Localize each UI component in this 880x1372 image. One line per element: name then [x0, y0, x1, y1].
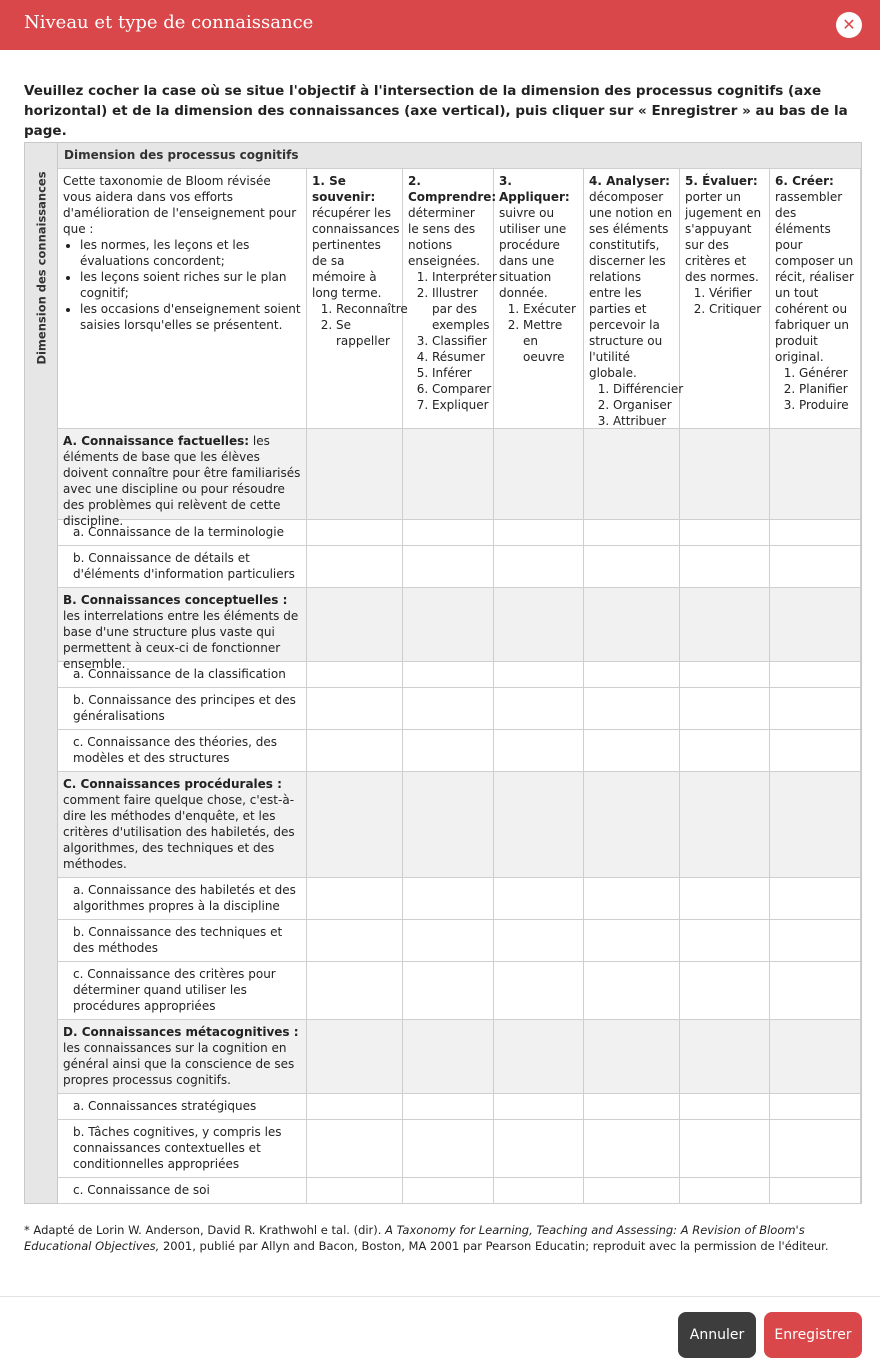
process-column-title: 6. Créer: — [775, 174, 834, 188]
matrix-cell[interactable] — [494, 662, 584, 688]
process-subskill: 2. Se rappeller — [336, 317, 397, 349]
knowledge-subtype-cell — [58, 962, 307, 1020]
matrix-cell — [307, 588, 403, 662]
process-column-header — [403, 169, 497, 429]
matrix-cell[interactable] — [307, 878, 403, 920]
process-subskill: 1. Générer — [799, 365, 855, 381]
matrix-cell — [680, 1020, 770, 1094]
matrix-cell[interactable] — [494, 546, 584, 588]
matrix-cell[interactable] — [680, 1120, 770, 1178]
process-subskill: 2. Critiquer — [709, 301, 764, 317]
footnote-prefix: * Adapté de Lorin W. Anderson, David R. Krathwohl e tal. (dir). — [24, 1223, 386, 1237]
matrix-cell[interactable] — [584, 1120, 680, 1178]
process-subskill: 6. Comparer — [432, 381, 488, 397]
knowledge-subtype-cell — [58, 878, 307, 920]
matrix-cell[interactable] — [494, 1094, 584, 1120]
matrix-cell[interactable] — [584, 1094, 680, 1120]
process-column-header — [307, 169, 408, 429]
taxonomy-intro-bullet: • les normes, les leçons et les évaluations concordent; — [80, 237, 301, 269]
knowledge-subtype-cell — [58, 546, 307, 588]
matrix-cell — [403, 772, 494, 878]
matrix-cell — [584, 429, 680, 520]
matrix-cell[interactable] — [307, 962, 403, 1020]
knowledge-subtype-cell — [58, 1178, 307, 1204]
matrix-cell[interactable] — [680, 1178, 770, 1204]
process-column-title: 2. Comprendre: — [408, 174, 497, 204]
process-subskill: 1. Exécuter — [523, 301, 578, 317]
knowledge-subtype-label: b. Tâches cognitives, y compris les connaissances contextuelles et conditionnelles appropriées — [73, 1125, 282, 1171]
matrix-cell[interactable] — [770, 878, 861, 920]
taxonomy-intro-list — [63, 237, 301, 333]
matrix-cell[interactable] — [494, 730, 584, 772]
knowledge-category-cell — [58, 429, 307, 528]
knowledge-subtype-label: a. Connaissance de la classification — [73, 667, 286, 681]
matrix-cell[interactable] — [403, 878, 494, 920]
matrix-cell[interactable] — [770, 688, 861, 730]
matrix-cell[interactable] — [307, 520, 403, 546]
matrix-cell — [494, 429, 584, 520]
dialog-header — [0, 0, 880, 50]
matrix-cell[interactable] — [403, 520, 494, 546]
knowledge-category-cell — [58, 1020, 307, 1094]
knowledge-subtype-label: c. Connaissance des théories, des modèles et des structures — [73, 735, 277, 765]
process-subskill-list — [408, 269, 497, 413]
knowledge-subtype-cell — [58, 688, 307, 730]
matrix-cell[interactable] — [680, 920, 770, 962]
process-subskill: 2. Mettre en oeuvre — [523, 317, 578, 365]
process-column-header — [584, 169, 684, 429]
matrix-cell[interactable] — [584, 662, 680, 688]
process-column-description: suivre ou utiliser une procédure dans une situation donnée. — [499, 206, 567, 300]
matrix-cell — [494, 772, 584, 878]
taxonomy-intro-text: Cette taxonomie de Bloom révisée vous aidera dans vos efforts d'amélioration de l'enseignement pour que : — [63, 174, 297, 236]
process-subskill-list — [589, 381, 684, 429]
knowledge-category-text: les interrelations entre les éléments de base d'une structure plus vaste qui permettent à ceux-ci de fonctionner ensemble. — [63, 609, 299, 671]
process-column-description: décomposer une notion en ses éléments constitutifs, discerner les relations entre les parties et percevoir la structure ou l'utilité globale. — [589, 190, 673, 380]
matrix-cell[interactable] — [680, 546, 770, 588]
knowledge-dimension-axis — [25, 143, 58, 1203]
process-subskill: 3. Produire — [799, 397, 855, 413]
knowledge-subtype-cell — [58, 920, 307, 962]
matrix-cell[interactable] — [403, 1094, 494, 1120]
matrix-cell — [584, 588, 680, 662]
process-subskill: 1. Reconnaître — [336, 301, 397, 317]
knowledge-subtype-label: c. Connaissance de soi — [73, 1183, 210, 1197]
matrix-cell — [584, 772, 680, 878]
matrix-cell[interactable] — [584, 962, 680, 1020]
matrix-cell[interactable] — [494, 1120, 584, 1178]
knowledge-category-title: C. Connaissances procédurales : — [63, 777, 282, 791]
matrix-cell[interactable] — [584, 920, 680, 962]
process-column-description: rassembler des éléments pour composer un récit, réaliser un tout cohérent ou fabriquer un produit original. — [775, 190, 854, 364]
footnote-suffix: 2001, publié par Allyn and Bacon, Boston, MA 2001 par Pearson Educatin; reproduit avec la permission de l'éditeur. — [159, 1239, 829, 1253]
knowledge-subtype-label: b. Connaissance de détails et d'éléments d'information particuliers — [73, 551, 295, 581]
matrix-cell — [770, 772, 861, 878]
matrix-cell[interactable] — [770, 662, 861, 688]
matrix-cell[interactable] — [680, 878, 770, 920]
process-subskill-list — [312, 301, 408, 349]
matrix-cell[interactable] — [307, 1120, 403, 1178]
process-column-header — [680, 169, 770, 429]
cognitive-dimension-header — [58, 143, 861, 169]
matrix-cell[interactable] — [584, 1178, 680, 1204]
knowledge-category-title: A. Connaissance factuelles: — [63, 434, 250, 448]
process-subskill-list — [499, 301, 578, 365]
matrix-cell[interactable] — [770, 730, 861, 772]
cancel-button[interactable]: Annuler — [678, 1312, 756, 1358]
matrix-cell[interactable] — [584, 520, 680, 546]
process-subskill: 3. Attribuer — [613, 413, 674, 429]
process-subskill-list — [685, 285, 764, 317]
matrix-cell — [307, 429, 403, 520]
close-icon[interactable]: ✕ — [836, 12, 862, 38]
dialog-title: Niveau et type de connaissance — [24, 12, 314, 33]
process-subskill: 1. Différencier — [613, 381, 674, 397]
knowledge-category-cell — [58, 588, 307, 671]
process-column-title: 4. Analyser: — [589, 174, 670, 188]
matrix-cell[interactable] — [403, 1120, 494, 1178]
knowledge-subtype-cell — [58, 1120, 307, 1178]
matrix-cell[interactable] — [307, 662, 403, 688]
matrix-cell[interactable] — [494, 962, 584, 1020]
matrix-cell — [403, 588, 494, 662]
taxonomy-intro-bullet: • les occasions d'enseignement soient saisies lorsqu'elles se présentent. — [80, 301, 301, 333]
knowledge-subtype-label: a. Connaissances stratégiques — [73, 1099, 257, 1113]
matrix-cell — [770, 588, 861, 662]
process-column-description: déterminer le sens des notions enseignées. — [408, 206, 481, 268]
matrix-cell — [403, 429, 494, 520]
matrix-cell[interactable] — [770, 1120, 861, 1178]
process-subskill: 1. Vérifier — [709, 285, 764, 301]
matrix-cell[interactable] — [584, 688, 680, 730]
matrix-cell[interactable] — [403, 1178, 494, 1204]
process-column-title: 3. Appliquer: — [499, 174, 570, 204]
save-button[interactable]: Enregistrer — [764, 1312, 862, 1358]
matrix-cell[interactable] — [494, 520, 584, 546]
matrix-cell[interactable] — [494, 920, 584, 962]
matrix-cell — [494, 1020, 584, 1094]
process-subskill: 2. Planifier — [799, 381, 855, 397]
matrix-cell[interactable] — [680, 688, 770, 730]
process-column-description: porter un jugement en s'appuyant sur des critères et des normes. — [685, 190, 762, 284]
knowledge-subtype-cell — [58, 662, 307, 688]
matrix-cell[interactable] — [307, 1094, 403, 1120]
matrix-cell[interactable] — [403, 920, 494, 962]
taxonomy-grid — [24, 142, 862, 1204]
knowledge-category-title: B. Connaissances conceptuelles : — [63, 593, 288, 607]
matrix-cell[interactable] — [307, 546, 403, 588]
matrix-cell — [307, 772, 403, 878]
process-column-description: récupérer les connaissances pertinentes de sa mémoire à long terme. — [312, 206, 400, 300]
knowledge-category-title: D. Connaissances métacognitives : — [63, 1025, 299, 1039]
matrix-cell[interactable] — [403, 688, 494, 730]
matrix-cell[interactable] — [584, 878, 680, 920]
process-subskill: 2. Organiser — [613, 397, 674, 413]
matrix-cell — [494, 588, 584, 662]
taxonomy-intro-bullet: • les leçons soient riches sur le plan cognitif; — [80, 269, 301, 301]
matrix-cell[interactable] — [403, 962, 494, 1020]
footnote — [24, 1222, 856, 1254]
matrix-cell — [584, 1020, 680, 1094]
matrix-cell[interactable] — [680, 962, 770, 1020]
process-column-header — [770, 169, 861, 429]
matrix-cell — [403, 1020, 494, 1094]
matrix-cell[interactable] — [680, 1094, 770, 1120]
matrix-cell[interactable] — [770, 920, 861, 962]
matrix-cell[interactable] — [403, 730, 494, 772]
cognitive-dimension-label: Dimension des processus cognitifs — [64, 148, 299, 162]
matrix-cell[interactable] — [494, 688, 584, 730]
matrix-cell — [307, 1020, 403, 1094]
process-subskill: 3. Classifier — [432, 333, 488, 349]
process-subskill: 2. Illustrer par des exemples — [432, 285, 488, 333]
knowledge-subtype-cell — [58, 730, 307, 772]
knowledge-category-cell — [58, 772, 307, 878]
process-column-title: 1. Se souvenir: — [312, 174, 376, 204]
matrix-cell — [770, 429, 861, 520]
footnote-title: A Taxonomy for Learning, Teaching and Assessing: A Revision of Bloom's Educational Objectives, — [24, 1223, 805, 1253]
matrix-cell[interactable] — [584, 546, 680, 588]
instructions: Veuillez cocher la case où se situe l'objectif à l'intersection de la dimension des processus cognitifs (axe horizontal) et de la dimension des connaissances (axe vertical), puis cliquer sur « Enregistrer » au bas de la page. — [24, 83, 848, 139]
matrix-cell[interactable] — [307, 730, 403, 772]
process-subskill: 5. Inférer — [432, 365, 488, 381]
knowledge-dimension-label: Dimension des connaissances — [34, 171, 49, 365]
matrix-cell — [680, 772, 770, 878]
matrix-cell[interactable] — [307, 1178, 403, 1204]
process-subskill: 7. Expliquer — [432, 397, 488, 413]
matrix-cell[interactable] — [403, 546, 494, 588]
footer-divider — [0, 1296, 880, 1297]
knowledge-subtype-label: b. Connaissance des principes et des généralisations — [73, 693, 296, 723]
matrix-cell[interactable] — [307, 920, 403, 962]
matrix-cell — [770, 1020, 861, 1094]
knowledge-category-text: les éléments de base que les élèves doivent connaître pour être familiarisés avec une discipline ou pour résoudre des problèmes qui relèvent de cette discipline. — [63, 434, 301, 528]
matrix-cell — [680, 588, 770, 662]
process-column-title: 5. Évaluer: — [685, 174, 758, 188]
knowledge-subtype-label: b. Connaissance des techniques et des méthodes — [73, 925, 283, 955]
knowledge-subtype-cell — [58, 520, 307, 546]
process-subskill: 1. Interpréter — [432, 269, 488, 285]
knowledge-subtype-label: a. Connaissance des habiletés et des algorithmes propres à la discipline — [73, 883, 296, 913]
knowledge-subtype-label: c. Connaissance des critères pour déterminer quand utiliser les procédures appropriées — [73, 967, 276, 1013]
knowledge-category-text: comment faire quelque chose, c'est-à-dire les méthodes d'enquête, et les critères d'utilisation des habiletés, des algorithmes, des techniques et des méthodes. — [63, 793, 295, 871]
knowledge-subtype-cell — [58, 1094, 307, 1120]
matrix-cell[interactable] — [307, 688, 403, 730]
matrix-cell[interactable] — [680, 662, 770, 688]
matrix-cell[interactable] — [770, 546, 861, 588]
matrix-cell[interactable] — [680, 520, 770, 546]
knowledge-subtype-label: a. Connaissance de la terminologie — [73, 525, 284, 539]
matrix-cell — [680, 429, 770, 520]
process-subskill: 4. Résumer — [432, 349, 488, 365]
matrix-cell[interactable] — [770, 520, 861, 546]
process-subskill-list — [775, 365, 855, 413]
matrix-cell[interactable] — [584, 730, 680, 772]
matrix-cell[interactable] — [770, 1094, 861, 1120]
matrix-cell[interactable] — [494, 878, 584, 920]
matrix-cell[interactable] — [680, 730, 770, 772]
knowledge-category-text: les connaissances sur la cognition en général ainsi que la conscience de ses propres processus cognitifs. — [63, 1041, 295, 1087]
matrix-cell[interactable] — [494, 1178, 584, 1204]
process-column-header — [494, 169, 584, 429]
matrix-cell[interactable] — [770, 962, 861, 1020]
matrix-cell[interactable] — [403, 662, 494, 688]
matrix-cell[interactable] — [770, 1178, 861, 1204]
taxonomy-intro-cell — [58, 169, 307, 429]
